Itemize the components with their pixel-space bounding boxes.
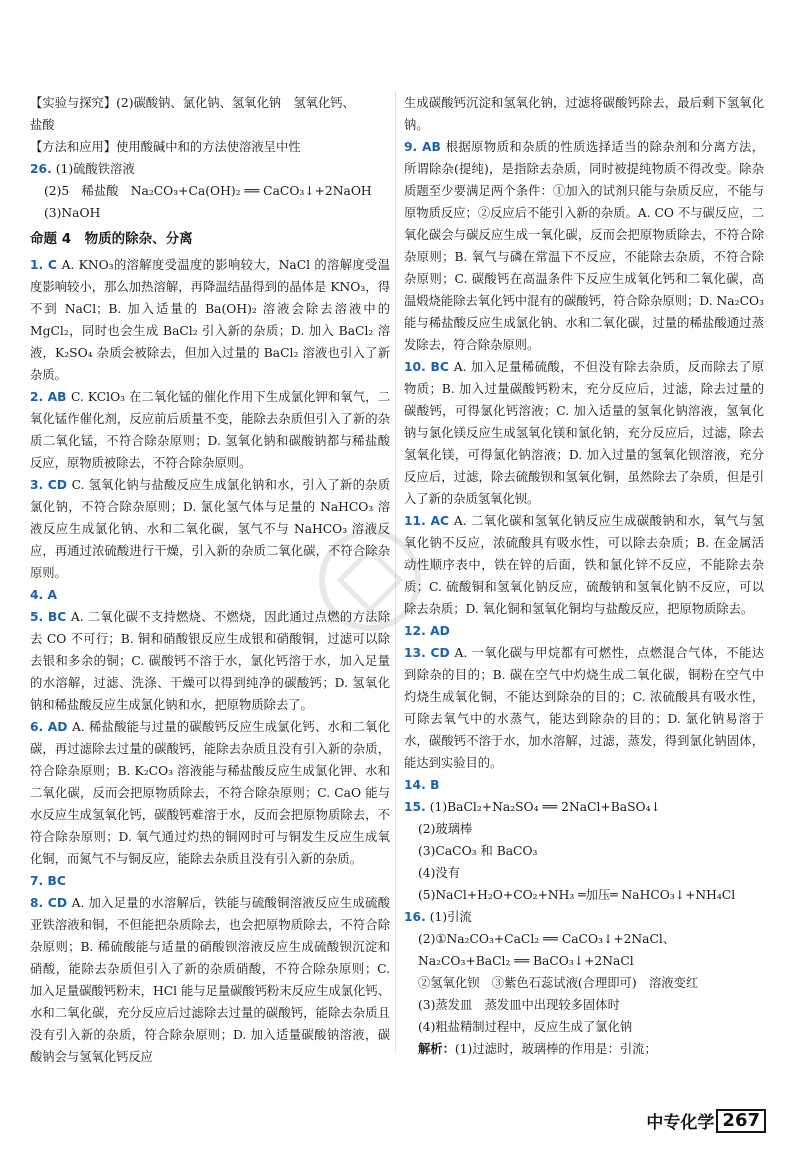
- answer-choice: AD: [425, 624, 450, 638]
- question-number: 7.: [30, 874, 44, 888]
- text-line: (3)CaCO₃ 和 BaCO₃: [418, 844, 538, 858]
- text-line: Na₂CO₃+BaCl₂ ══ BaCO₃↓+2NaCl: [418, 954, 634, 968]
- text-line: 盐酸: [30, 118, 55, 132]
- answer-text: 根据原物质和杂质的性质选择适当的除杂剂和分离方法，所谓除杂(提纯)，是指除去杂质，同时被提纯物质不得改变。除杂质题至少要满足两个条件：①加入的试剂只能与杂质反应，不能与原物质反应；②反应后不能引入新的杂质。A. CO 不与碳反应，二氧化碳会与碳反应生成一氧化碳，反而会把原物质除去，不符合除杂原则；B. 氧气与磷在常温下不反应，不能除去杂质，不符合除杂原则；C. 碳酸钙在高温条件下反应生成氧化钙和二氧化碳，高温煅烧能除去氧化钙中混有的碳酸钙，符合除杂原则；D. Na₂CO₃ 能与稀盐酸反应生成氯化钠、水和二氧化碳，过量的稀盐酸通过蒸发除去，符合除杂原则。: [404, 140, 764, 352]
- question-number: 8.: [30, 896, 44, 910]
- answer-choice: BC: [43, 610, 71, 624]
- question-number: 13.: [404, 646, 426, 660]
- answer-choice: B: [425, 778, 440, 792]
- text-line: (4)没有: [418, 866, 461, 880]
- answer-text: A. 二氧化碳和氢氧化钠反应生成碳酸钠和水，氧气与氢氧化钠不反应，浓硫酸具有吸水性，可以除去杂质；B. 在金属活动性顺序表中，铁在锌的后面，铁和氯化锌不反应，不能除去杂质；C. 硫酸铜和氢氧化钠反应，硫酸钠和氢氧化钠不反应，可以除去杂质；D. 氧化铜和氢氧化铜均与盐酸反应，把原物质除去。: [404, 514, 764, 616]
- explanation-text: (1)过滤时，玻璃棒的作用是：引流；: [454, 1042, 657, 1056]
- question-number: 2.: [30, 390, 44, 404]
- answer-text: A. 稀盐酸能与过量的碳酸钙反应生成氯化钙、水和二氧化碳，再过滤除去过量的碳酸钙，能除去杂质且没有引入新的杂质，符合除杂原则；B. K₂CO₃ 溶液能与稀盐酸反应生成氯化钾、水和二氧化碳，反而会把原物质除去，不符合除杂原则；C. CaO 能与水反应生成氢氧化钙，碳酸钙难溶于水，反而会把原物质除去，不符合除杂原则；D. 氧气通过灼热的铜网时可与铜发生反应生成氧化铜，而氮气不与铜反应，能除去杂质且没有引入新的杂质。: [30, 720, 391, 866]
- page-number: 267: [716, 1109, 766, 1133]
- question-number: 5.: [30, 610, 44, 624]
- footer-subject: 中专化学: [646, 1113, 715, 1133]
- answer-item: [404, 136, 764, 356]
- text-line: 生成碳酸钙沉淀和氢氧化钠，过滤将碳酸钙除去，最后剩下氢氧化钠。: [404, 96, 764, 132]
- text-line: 【方法和应用】使用酸碱中和的方法使溶液呈中性: [30, 140, 301, 154]
- answer-text: A. 二氧化碳不支持燃烧、不燃烧，因此通过点燃的方法除去 CO 不可行；B. 铜和硝酸银反应生成银和硝酸铜，过滤可以除去银和多余的铜；C. 碳酸钙不溶于水，氯化钙溶于水，加入足量的水溶解，过滤、洗涤、干燥可以得到纯净的碳酸钙；D. 氢氧化钠和稀盐酸反应生成氯化钠和水，把原物质除去了。: [30, 610, 390, 712]
- answer-text: (1)BaCl₂+Na₂SO₄ ══ 2NaCl+BaSO₄↓: [429, 800, 661, 814]
- answer-item: [404, 796, 764, 818]
- question-number: 9.: [404, 140, 418, 154]
- answer-item: [404, 906, 764, 928]
- question-number: 4.: [30, 588, 44, 602]
- answer-choice: CD: [43, 478, 72, 492]
- right-column: [404, 92, 764, 1060]
- question-number: 15.: [404, 800, 426, 814]
- answer-choice: BC: [43, 874, 66, 888]
- text-line: ②氢氧化钡 ③紫色石蕊试液(合理即可) 溶液变红: [418, 976, 699, 990]
- question-number: 11.: [404, 514, 426, 528]
- answer-text: A. 加入足量的水溶解后，铁能与硫酸铜溶液反应生成硫酸亚铁溶液和铜，不但能把杂质除去，也会把原物质除去，不符合除杂原则；B. 稀硫酸能与适量的硝酸钡溶液反应生成硫酸钡沉淀和硝酸，能除去杂质但引入了新的杂质硝酸，不符合除杂原则；C. 加入足量碳酸钙粉末，HCl 能与足量碳酸钙粉末反应生成氯化钙、水和二氧化碳，充分反应后过滤除去过量的碳酸钙，能除去杂质且没有引入新的杂质，符合除杂原则；D. 加入适量碳酸钠溶液，碳酸钠会与氢氧化钙反应: [30, 896, 390, 1064]
- question-number: 1.: [30, 258, 44, 272]
- text-line: (2)玻璃棒: [418, 822, 473, 836]
- answer-item: [30, 892, 390, 1068]
- answer-text: A. 一氧化碳与甲烷都有可燃性，点燃混合气体，不能达到除杂的目的；B. 碳在空气中灼烧生成二氧化碳，铜粉在空气中灼烧生成氧化铜，不能达到除杂的目的；C. 浓硫酸具有吸水性，可除去氧气中的水蒸气，能达到除杂的目的；D. 氯化钠易溶于水，碳酸钙不溶于水，加水溶解，过滤，蒸发，得到氯化钠固体，能达到实验目的。: [404, 646, 765, 770]
- text-line: (3)NaOH: [44, 206, 101, 220]
- answer-text: A. KNO₃的溶解度受温度的影响较大，NaCl 的溶解度受温度影响较小，那么加热溶解，再降温结晶得到的晶体是 KNO₃，得不到 NaCl；B. 加入适量的 Ba(OH)₂ 溶液会除去溶液中的 MgCl₂，同时也会生成 BaCl₂ 引入新的杂质；D. 加入 BaCl₂ 溶液，K₂SO₄ 杂质会被除去，但加入过量的 BaCl₂ 溶液也引入了新杂质。: [30, 258, 391, 382]
- question-number: 16.: [404, 910, 426, 924]
- answer-choice: AB: [417, 140, 446, 154]
- answer-choice: AB: [43, 390, 71, 404]
- answer-choice: A: [43, 588, 58, 602]
- answer-item: [404, 510, 764, 620]
- question-number: 14.: [404, 778, 426, 792]
- answer-item: [30, 870, 390, 892]
- question-number: 10.: [404, 360, 426, 374]
- answer-choice: AC: [425, 514, 454, 528]
- text-line: (2)①Na₂CO₃+CaCl₂ ══ CaCO₃↓+2NaCl、: [418, 932, 676, 946]
- question-number: 6.: [30, 720, 44, 734]
- answer-choice: C: [43, 258, 62, 272]
- text-line: 【实验与探究】(2)碳酸钠、氯化钠、氢氧化钠 氢氧化钙、: [30, 96, 355, 110]
- text-line: (4)粗盐精制过程中，反应生成了氯化钠: [418, 1020, 633, 1034]
- text-line: (5)NaCl+H₂O+CO₂+NH₃ ═加压═ NaHCO₃↓+NH₄Cl: [418, 888, 736, 902]
- answer-text: C. 氢氧化钠与盐酸反应生成氯化钠和水，引入了新的杂质氯化钠，不符合除杂原则；D. 氯化氢气体与足量的 NaHCO₃ 溶液反应生成氯化钠、水和二氧化碳，氢气不与 NaHCO₃ 溶液反应，再通过浓硫酸进行干燥，引入新的杂质二氧化碳，不符合除杂原则。: [30, 478, 390, 580]
- answer-item: [404, 356, 764, 510]
- answer-item: [30, 158, 390, 180]
- answer-item: [30, 386, 390, 474]
- section-title: 命题 4 物质的除杂、分离: [30, 231, 193, 247]
- answer-item: [404, 642, 764, 774]
- question-number: 3.: [30, 478, 44, 492]
- text-line: (2)5 稀盐酸 Na₂CO₃+Ca(OH)₂ ══ CaCO₃↓+2NaOH: [44, 184, 372, 198]
- answer-item: [404, 774, 764, 796]
- answer-text: C. KClO₃ 在二氧化锰的催化作用下生成氯化钾和氧气，二氧化锰作催化剂，反应前后质量不变，能除去杂质但引入了新的杂质二氧化锰，不符合除杂原则；D. 氢氧化钠和碳酸钠都与稀盐酸反应，原物质被除去，不符合除杂原则。: [30, 390, 390, 470]
- explanation-line: [404, 1038, 764, 1060]
- answer-item: [404, 620, 764, 642]
- answer-item: [30, 716, 390, 870]
- answer-choice: CD: [425, 646, 455, 660]
- answer-text: A. 加入足量稀硫酸，不但没有除去杂质，反而除去了原物质；B. 加入过量碳酸钙粉末，充分反应后，过滤，除去过量的碳酸钙，可得氯化钙溶液；C. 加入适量的氢氧化钠溶液，氢氧化钠与氯化镁反应生成氢氧化镁和氯化钠，充分反应后，过滤，除去氢氧化镁，可得氯化钠溶液；D. 加入过量的氢氧化钡溶液，充分反应后，过滤，除去硫酸钡和氢氧化铜，虽然除去了杂质，但是引入了新的杂质氢氧化钡。: [404, 360, 764, 506]
- answer-text: (1)硫酸铁溶液: [55, 162, 135, 176]
- question-number: 26.: [30, 162, 52, 176]
- question-number: 12.: [404, 624, 426, 638]
- answer-choice: AD: [43, 720, 73, 734]
- answer-item: [30, 254, 390, 386]
- text-line: (3)蒸发皿 蒸发皿中出现较多固体时: [418, 998, 620, 1012]
- watermark-icon: [300, 520, 440, 640]
- answer-text: (1)引流: [429, 910, 472, 924]
- explanation-label: 解析：: [418, 1041, 455, 1056]
- answer-choice: BC: [425, 360, 454, 374]
- page-footer: [646, 1108, 766, 1133]
- answer-choice: CD: [43, 896, 72, 910]
